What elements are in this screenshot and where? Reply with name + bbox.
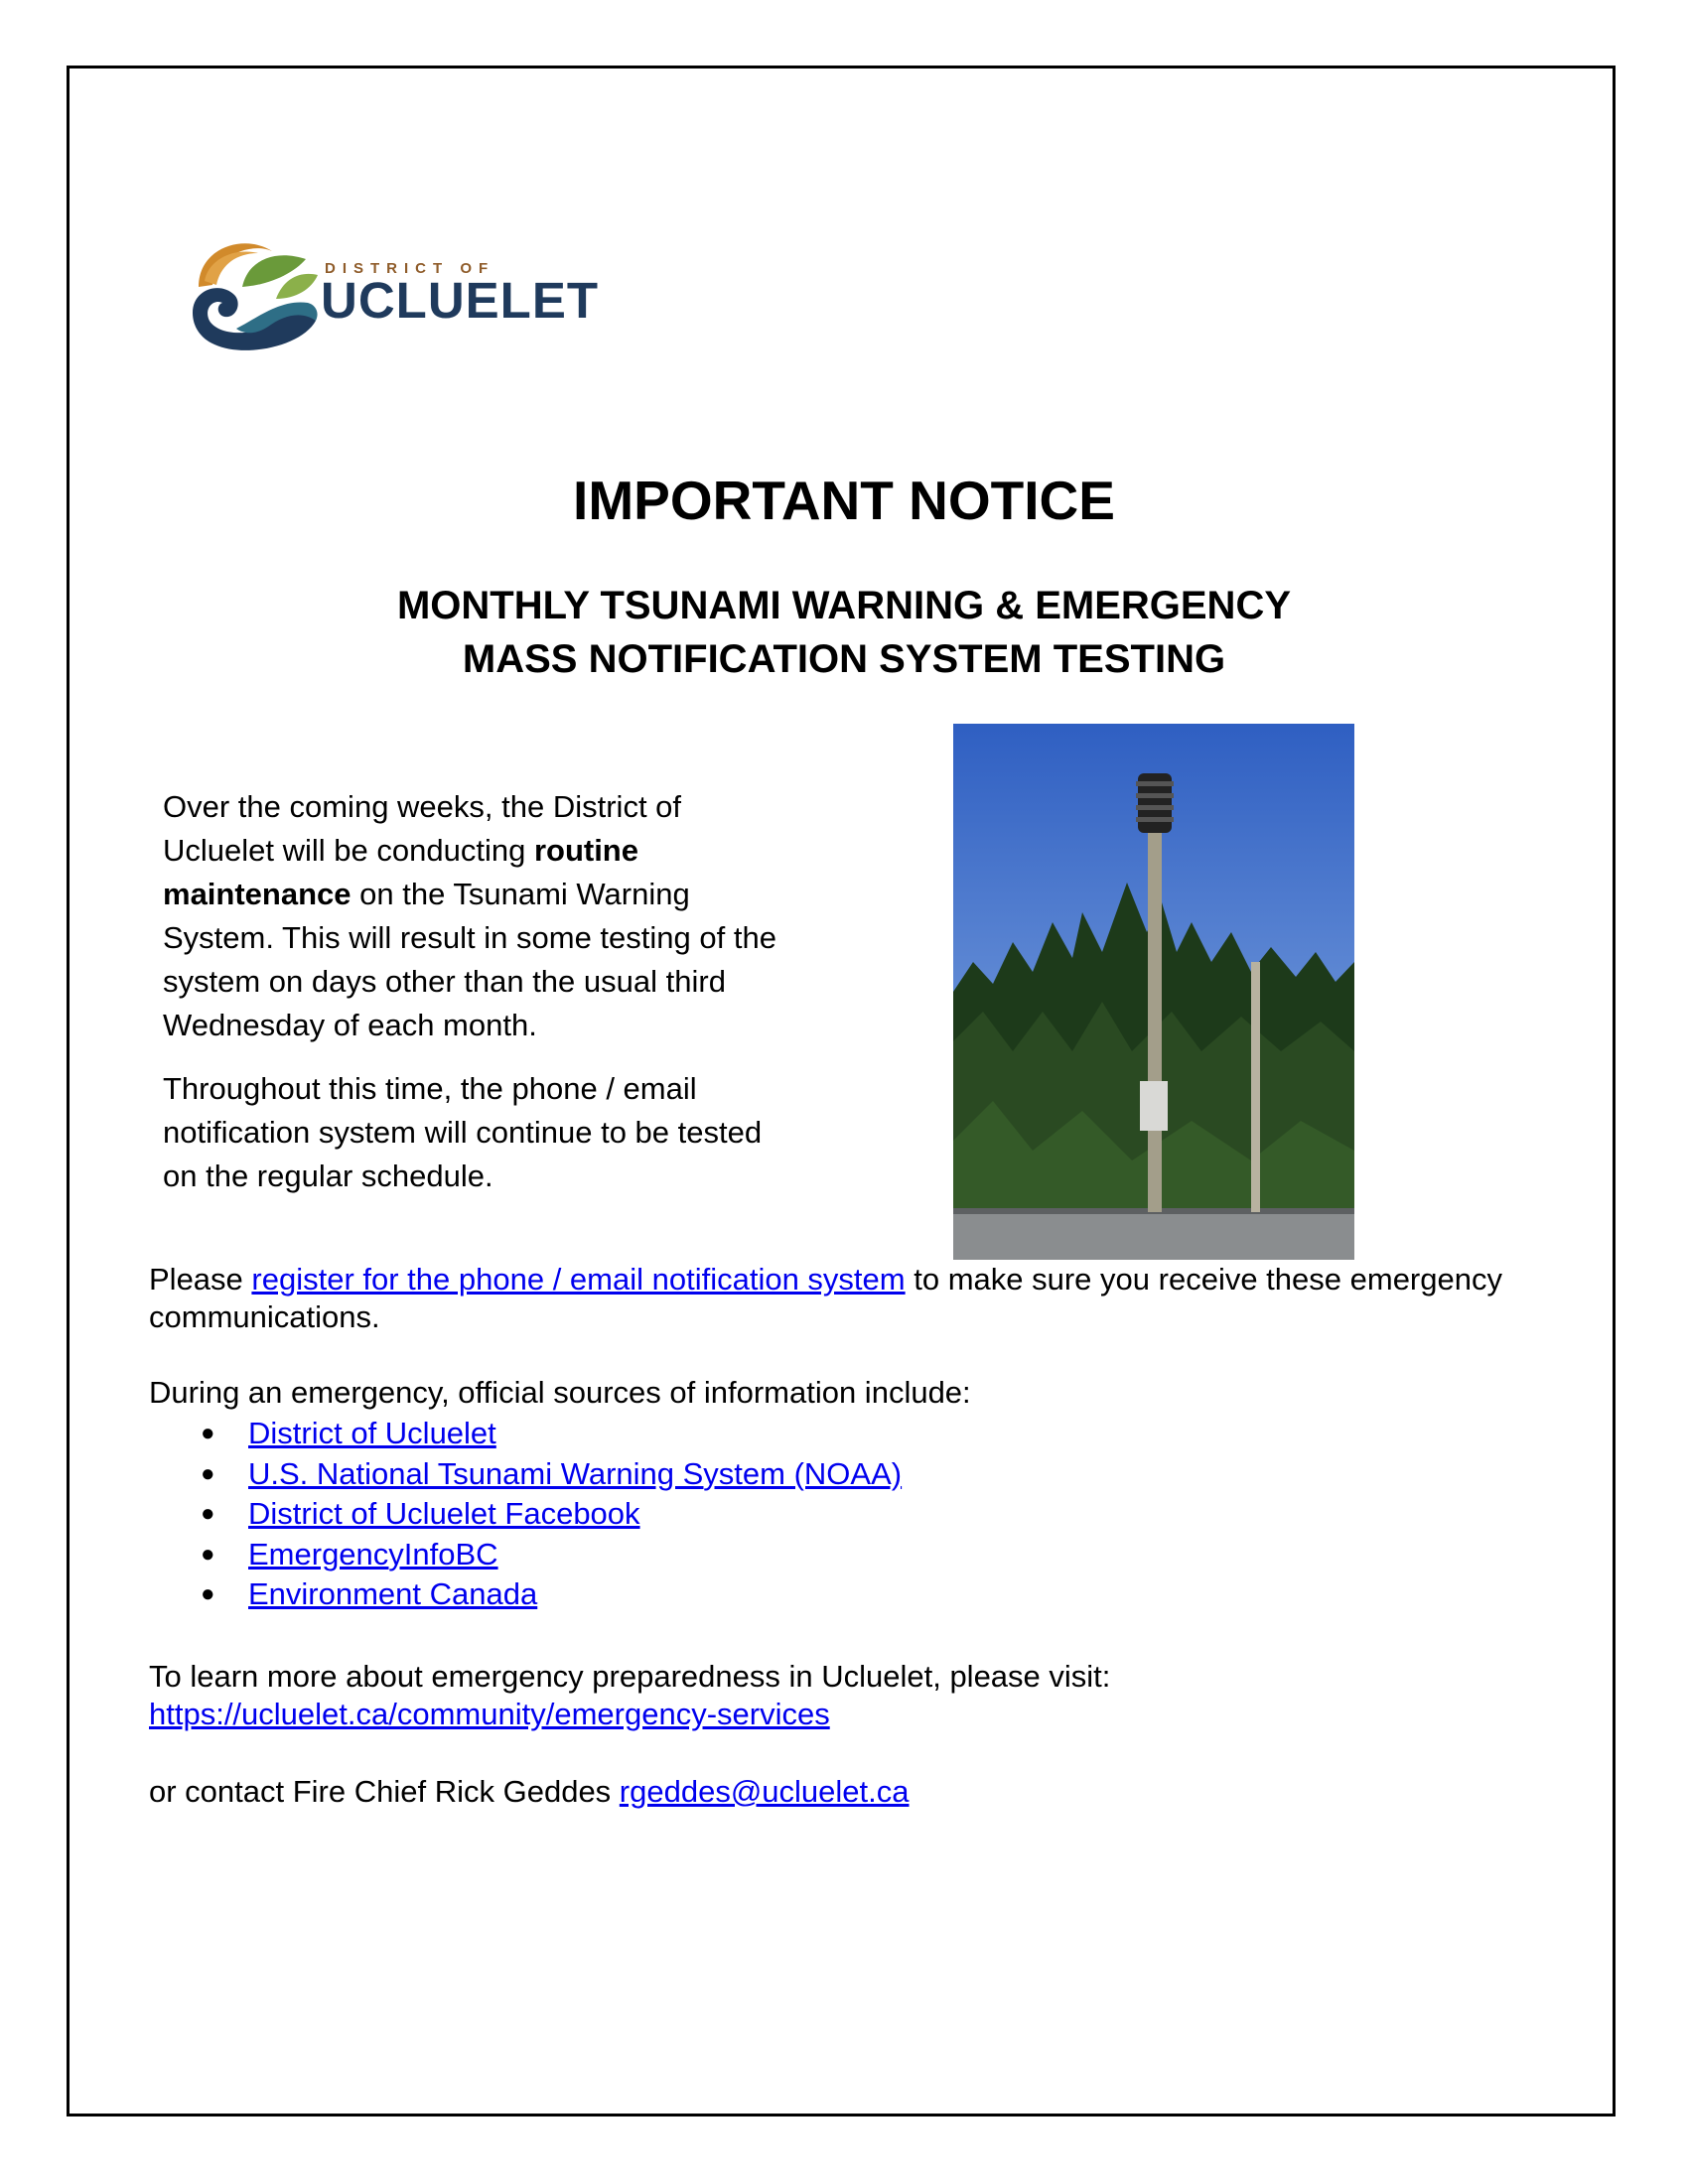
intro-bold-text: routine maintenance	[163, 833, 638, 911]
intro-text	[163, 785, 798, 1218]
intro-text-start: Over the coming weeks, the District of Ucluelet will be conducting	[163, 789, 682, 868]
bullet-icon: ●	[201, 1420, 215, 1446]
main-body	[149, 1261, 1539, 1615]
bullet-icon: ●	[201, 1580, 215, 1607]
learn-more-text: To learn more about emergency preparedness in Ucluelet, please visit:	[149, 1659, 1111, 1694]
register-link[interactable]: register for the phone / email notification system	[251, 1262, 906, 1297]
contact-email-link[interactable]: rgeddes@ucluelet.ca	[619, 1774, 910, 1809]
source-link-facebook[interactable]: District of Ucluelet Facebook	[248, 1496, 640, 1531]
intro-text-end: on the Tsunami Warning System. This will result in some testing of the system on days other than the usual third Wednesday of each month.	[163, 877, 776, 1042]
contact-text: or contact Fire Chief Rick Geddes	[149, 1774, 620, 1809]
intro-paragraph-2: Throughout this time, the phone / email notification system will continue to be tested on the regular schedule.	[163, 1071, 763, 1193]
bullet-icon: ●	[201, 1540, 215, 1568]
subtitle-line-1: MONTHLY TSUNAMI WARNING & EMERGENCY	[396, 584, 1292, 627]
bullet-icon: ●	[201, 1500, 215, 1527]
learn-more	[149, 1658, 1539, 1733]
contact-line	[149, 1773, 1539, 1811]
bullet-icon: ●	[201, 1459, 215, 1487]
register-paragraph	[149, 1261, 1539, 1336]
subtitle-line-2: MASS NOTIFICATION SYSTEM TESTING	[462, 637, 1226, 681]
list-item	[149, 1414, 1539, 1454]
list-item	[149, 1494, 1539, 1535]
page-subtitle	[0, 579, 1688, 686]
source-link-environment-canada[interactable]: Environment Canada	[248, 1576, 538, 1611]
logo-wordmark: UCLUELET	[321, 272, 599, 329]
register-text-end: to make sure you receive these emergency communications.	[149, 1262, 1502, 1334]
sources-list	[149, 1414, 1539, 1615]
emergency-services-link[interactable]: https://ucluelet.ca/community/emergency-services	[149, 1697, 830, 1731]
logo-small-text: DISTRICT OF	[325, 260, 495, 277]
list-item	[149, 1535, 1539, 1575]
source-link-noaa[interactable]: U.S. National Tsunami Warning System (NOAA)	[248, 1455, 903, 1491]
list-item	[149, 1574, 1539, 1615]
page-title: IMPORTANT NOTICE	[573, 470, 1115, 531]
source-link-emergencyinfobc[interactable]: EmergencyInfoBC	[248, 1536, 498, 1571]
register-text-start: Please	[149, 1262, 252, 1297]
intro-paragraph-1	[163, 785, 798, 1047]
source-link-district[interactable]: District of Ucluelet	[248, 1416, 496, 1450]
sources-intro: During an emergency, official sources of information include:	[149, 1375, 971, 1410]
siren-tower-photo	[953, 724, 1354, 1260]
list-item	[149, 1454, 1539, 1495]
